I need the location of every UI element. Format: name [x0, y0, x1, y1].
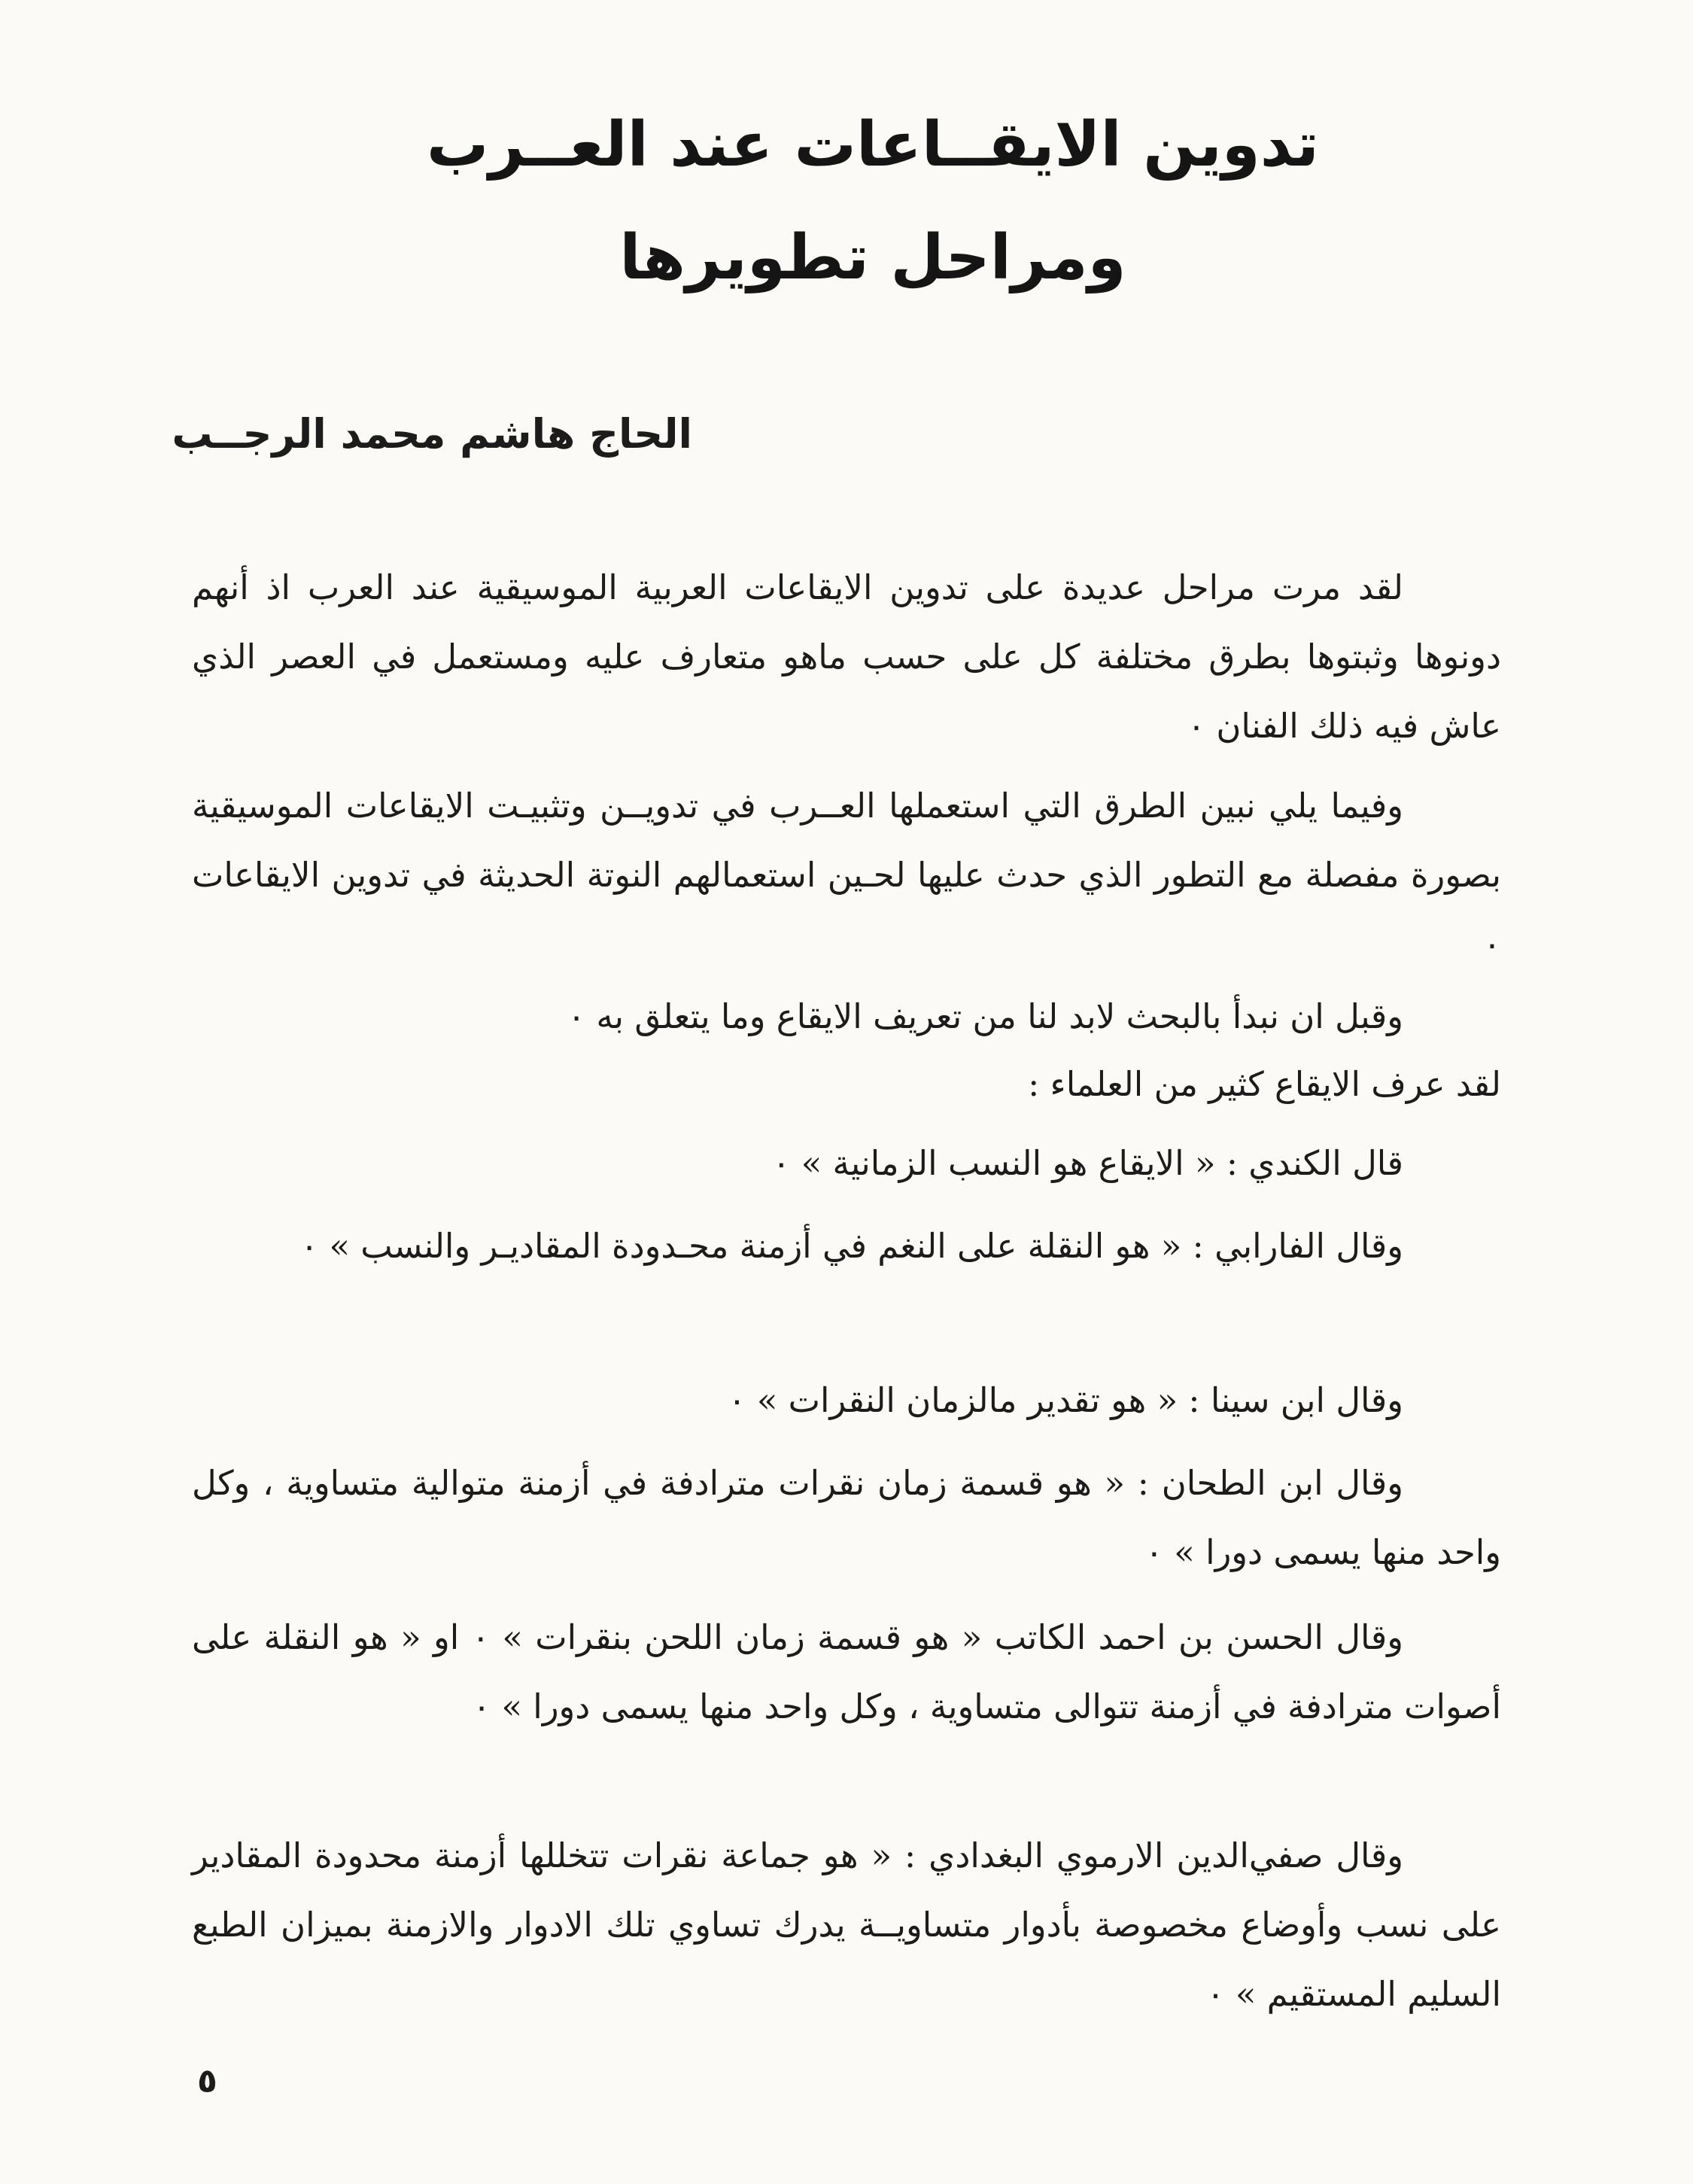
article-title-line-2: ومراحل تطويرها [619, 222, 1126, 294]
paragraph-intro: لقد مرت مراحل عديدة على تدوين الايقاعات العربية الموسيقية عند العرب اذ أنهم دونوها وثبتوها بطرق مختلفة كل على حسب ماهو متعارف عليه ومستعمل في العصر الذي عاش فيه ذلك الفنان ٠ [192, 567, 1501, 746]
quote-safi-al-din: وقال صفي‌الدين الارموي البغدادي : « هو جماعة نقرات تتخللها أزمنة محدودة المقادير على نسب وأوضاع مخصوصة بأدوار متساويــة يدرك تساوي تلك الادوار والازمنة بميزان الطبع السليم المستقيم » ٠ [192, 1836, 1501, 2014]
author-name: الحاج هاشم محمد الرجــب [172, 410, 692, 458]
paragraph-definition-scholars: لقد عرف الايقاع كثير من العلماء : [1028, 1064, 1501, 1104]
quote-farabi: وقال الفارابي : « هو النقلة على النغم في أزمنة محـدودة المقاديـر والنسب » ٠ [299, 1226, 1403, 1266]
quote-ibn-tahhan: وقال ابن الطحان : « هو قسمة زمان نقرات مترادفة في أزمنة متوالية متساوية ، وكل واحد منها يسمى دورا » ٠ [192, 1463, 1501, 1572]
paragraph-methods: وفيما يلي نبين الطرق التي استعملها العــرب في تدويــن وتثبيـت الايقاعات الموسيقية بصورة مفصلة مع التطور الذي حدث عليها لحـين استعمالهم النوتة الحديثة في تدوين الايقاعات ٠ [192, 786, 1501, 964]
paragraph-definition-intro: وقبل ان نبدأ بالبحث لابد لنا من تعريف الايقاع وما يتعلق به ٠ [567, 996, 1403, 1036]
quote-ibn-sina: وقال ابن سينا : « هو تقدير مالزمان النقرات » ٠ [728, 1380, 1403, 1420]
quote-kindi: قال الكندي : « الايقاع هو النسب الزمانية » ٠ [772, 1143, 1403, 1183]
article-title-line-1: تدوين الايقــاعات عند العــرب [427, 109, 1319, 181]
page-number: ٥ [197, 2062, 217, 2100]
quote-hasan-katib: وقال الحسن بن احمد الكاتب « هو قسمة زمان اللحن بنقرات » ٠ او « هو النقلة على أصوات مترادفة في أزمنة تتوالى متساوية ، وكل واحد منها يسمى دورا » ٠ [192, 1617, 1501, 1726]
